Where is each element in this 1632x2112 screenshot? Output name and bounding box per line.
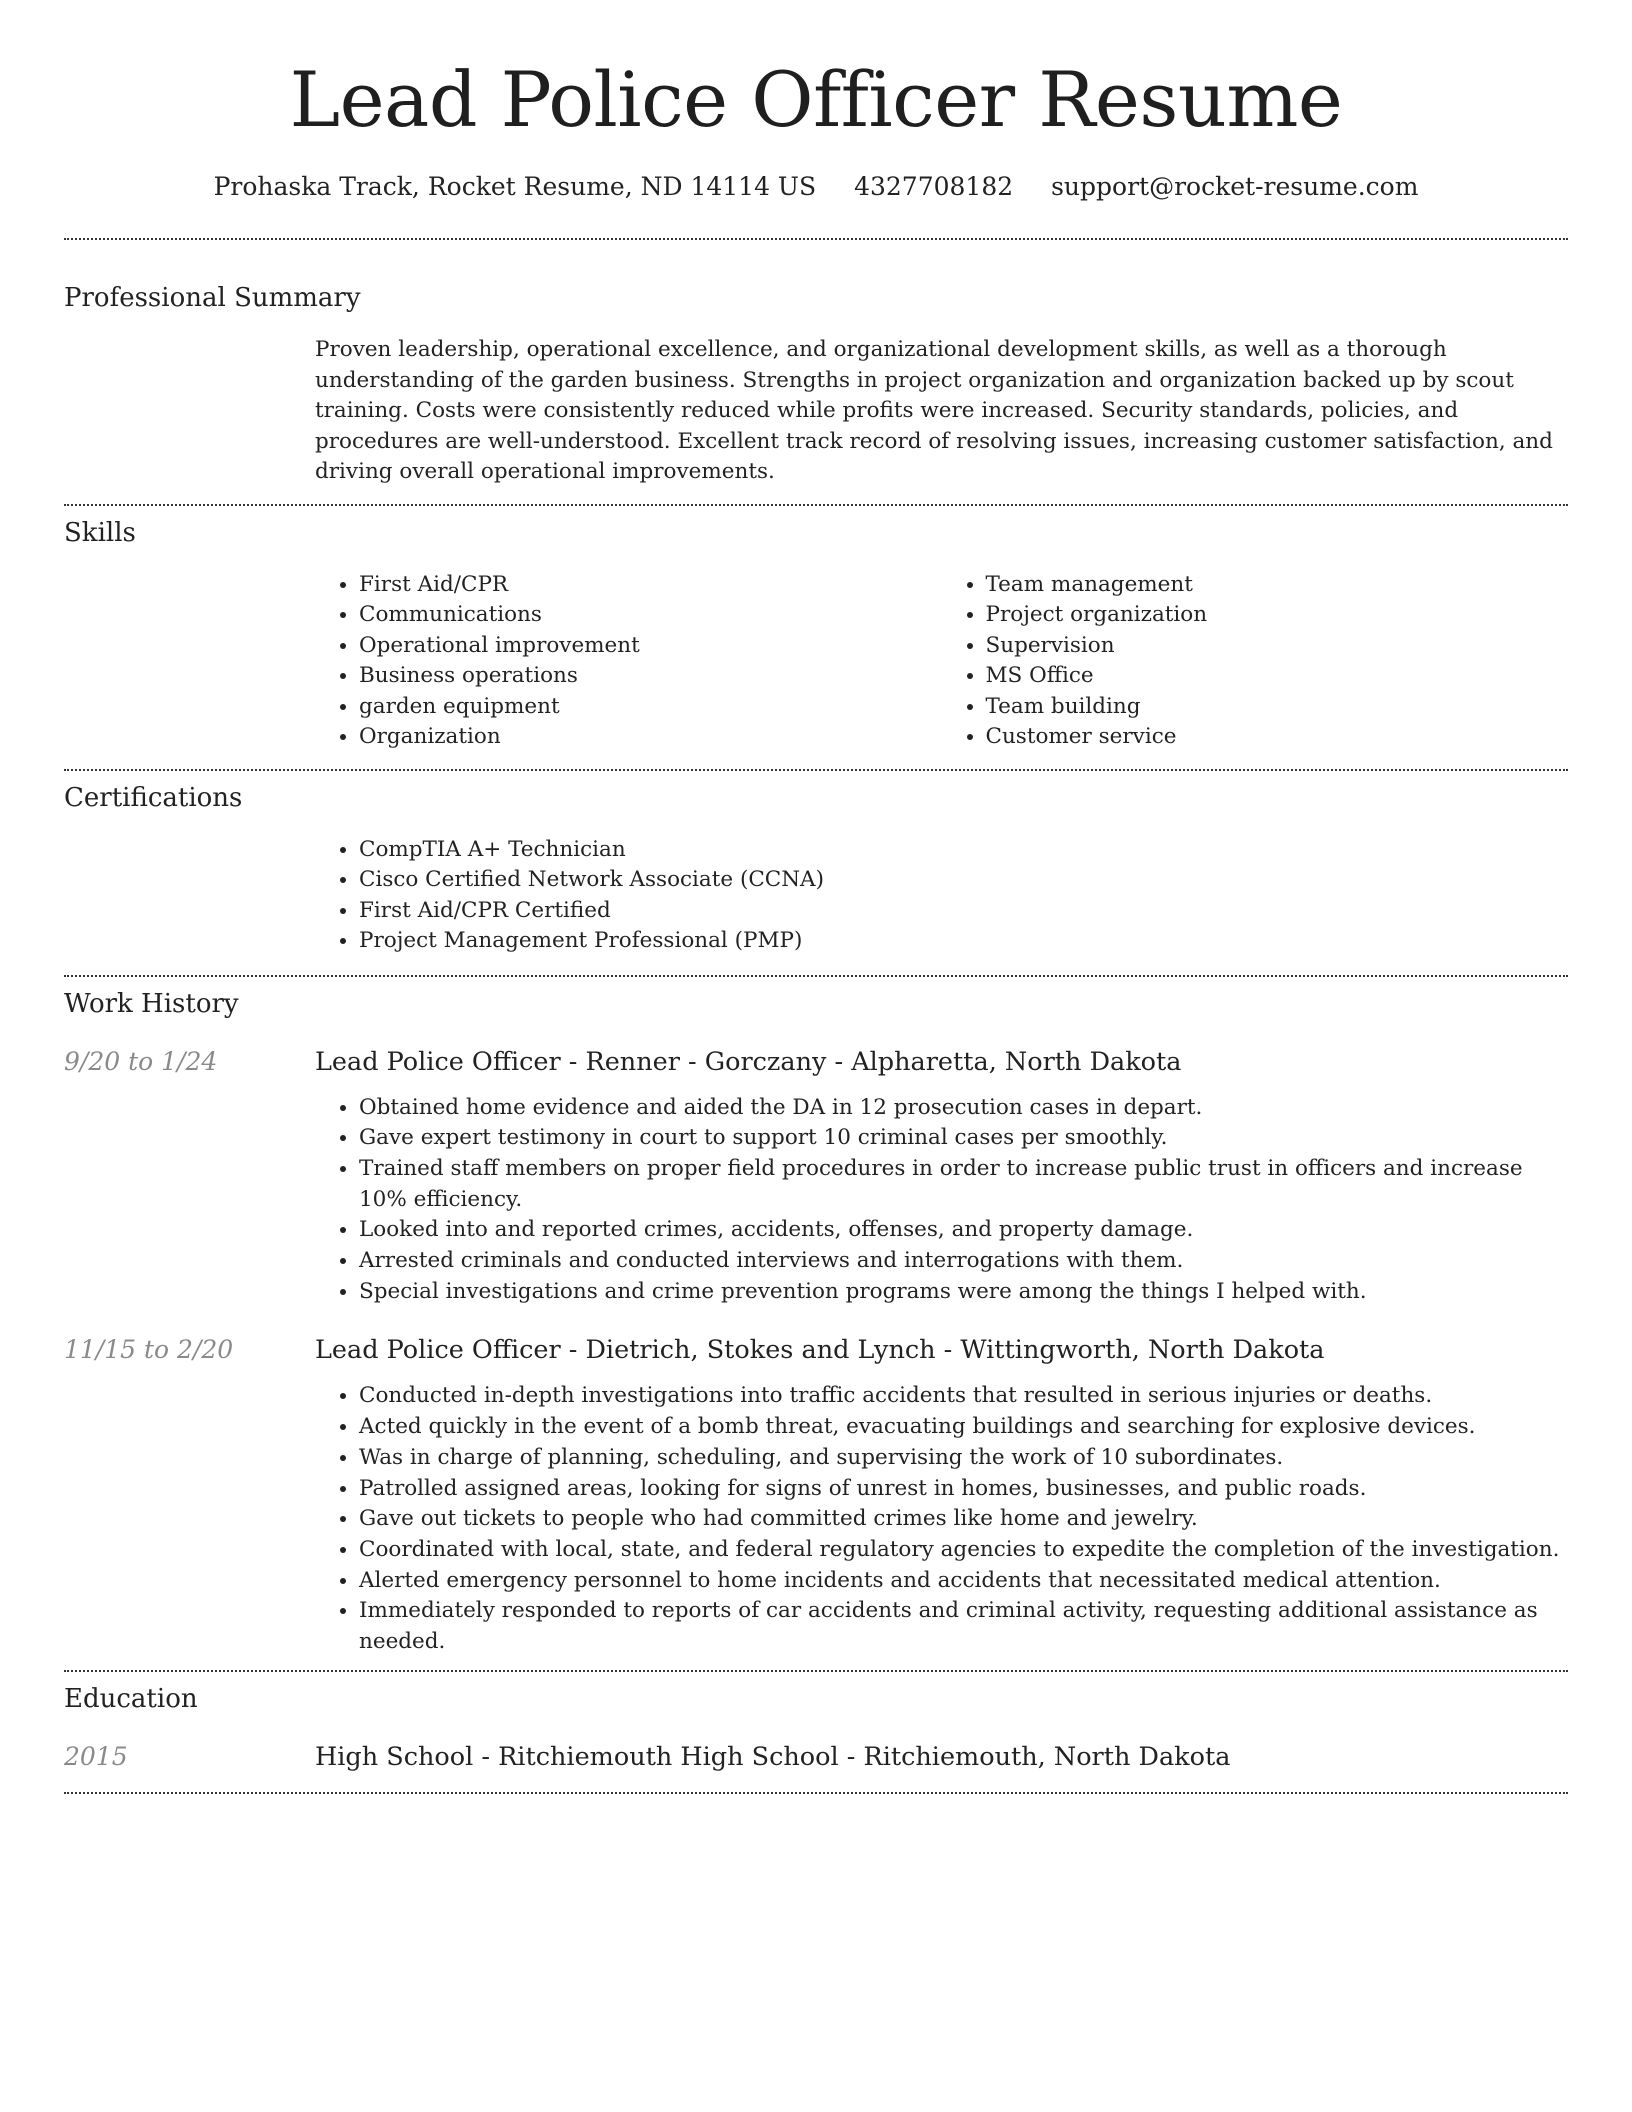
contact-email: support@rocket-resume.com (1051, 172, 1419, 201)
list-item: • MS Office (986, 661, 1526, 692)
job-dates: 11/15 to 2/20 (64, 1335, 234, 1365)
list-item: • Acted quickly in the event of a bomb threat, evacuating buildings and searching for explosive devices. (359, 1412, 1568, 1443)
contact-phone: 4327708182 (854, 172, 1014, 201)
resume-page (64, 0, 1568, 1794)
education-list (64, 1740, 1568, 1792)
certifications-heading: Certifications (64, 782, 243, 813)
list-item: • Trained staff members on proper field procedures in order to increase public trust in officers and increase 10% efficiency. (359, 1154, 1568, 1215)
education-heading: Education (64, 1683, 198, 1714)
job-entry (64, 1333, 1568, 1669)
job-entry (64, 1045, 1568, 1308)
list-item: • Coordinated with local, state, and federal regulatory agencies to expedite the completion of the investigation. (359, 1535, 1568, 1566)
list-item: • Project Management Professional (PMP) (359, 926, 1568, 957)
summary-section (64, 240, 1568, 504)
list-item: • Alerted emergency personnel to home incidents and accidents that necessitated medical attention. (359, 1566, 1568, 1597)
certifications-items (315, 835, 1568, 957)
list-item: • Communications (359, 600, 899, 631)
summary-heading: Professional Summary (64, 283, 361, 313)
list-item: • Organization (359, 722, 899, 753)
list-item: • Business operations (359, 661, 899, 692)
divider (64, 1792, 1568, 1794)
job-bullets (315, 1381, 1568, 1657)
list-item: • CompTIA A+ Technician (359, 835, 1568, 866)
contact-line (64, 170, 1568, 204)
list-item: • Cisco Certified Network Associate (CCNA) (359, 865, 1568, 896)
list-item: • Supervision (986, 631, 1526, 662)
work-history-heading: Work History (64, 988, 239, 1019)
skills-section (64, 506, 1568, 769)
job-dates: 9/20 to 1/24 (64, 1046, 218, 1076)
list-item: • Arrested criminals and conducted interviews and interrogations with them. (359, 1246, 1568, 1277)
job-bullets (315, 1093, 1568, 1308)
list-item: • Customer service (986, 722, 1526, 753)
skills-list (315, 570, 1568, 769)
list-item: • First Aid/CPR Certified (359, 896, 1568, 927)
list-item: • Immediately responded to reports of car accidents and criminal activity, requesting additional assistance as needed. (359, 1596, 1568, 1657)
list-item: • garden equipment (359, 692, 899, 723)
education-section (64, 1672, 1568, 1792)
job-title: Lead Police Officer - Renner - Gorczany - Alpharetta, North Dakota (315, 1046, 1182, 1077)
education-year: 2015 (64, 1741, 128, 1771)
work-history-section (64, 977, 1568, 1670)
job-header (64, 1045, 1568, 1079)
list-item: • Patrolled assigned areas, looking for signs of unrest in homes, businesses, and public roads. (359, 1474, 1568, 1505)
list-item: • Obtained home evidence and aided the DA in 12 prosecution cases in depart. (359, 1093, 1568, 1124)
job-title: Lead Police Officer - Dietrich, Stokes and Lynch - Wittingworth, North Dakota (315, 1335, 1325, 1366)
list-item: • Was in charge of planning, scheduling, and supervising the work of 10 subordinates. (359, 1443, 1568, 1474)
job-list (64, 1045, 1568, 1670)
skills-column-right (942, 570, 1526, 753)
list-item: • Special investigations and crime prevention programs were among the things I helped with. (359, 1277, 1568, 1308)
list-item: • Gave out tickets to people who had committed crimes like home and jewelry. (359, 1504, 1568, 1535)
list-item: • Team management (986, 570, 1526, 601)
skills-column-left (315, 570, 899, 753)
summary-text: Proven leadership, operational excellence, and organizational development skills, as well as a thorough understanding of the garden business. Strengths in project organization and organization backed up by scout training. Costs were consistently reduced while profits were increased. Security standards, policies, and procedures are well-understood. Excellent track record of resolving issues, increasing customer satisfaction, and driving overall operational improvements. (315, 337, 1553, 484)
contact-address: Prohaska Track, Rocket Resume, ND 14114 US (213, 172, 817, 201)
list-item: • Project organization (986, 600, 1526, 631)
list-item: • Looked into and reported crimes, accidents, offenses, and property damage. (359, 1215, 1568, 1246)
skills-heading: Skills (64, 517, 136, 548)
job-header (64, 1333, 1568, 1367)
education-entry (64, 1740, 1568, 1774)
list-item: • First Aid/CPR (359, 570, 899, 601)
list-item: • Gave expert testimony in court to support 10 criminal cases per smoothly. (359, 1123, 1568, 1154)
certifications-section (64, 771, 1568, 975)
list-item: • Operational improvement (359, 631, 899, 662)
education-title: High School - Ritchiemouth High School - Ritchiemouth, North Dakota (315, 1741, 1231, 1772)
certifications-list (315, 835, 1568, 975)
list-item: • Team building (986, 692, 1526, 723)
list-item: • Conducted in-depth investigations into traffic accidents that resulted in serious injuries or deaths. (359, 1381, 1568, 1412)
resume-title: Lead Police Officer Resume (289, 55, 1343, 144)
